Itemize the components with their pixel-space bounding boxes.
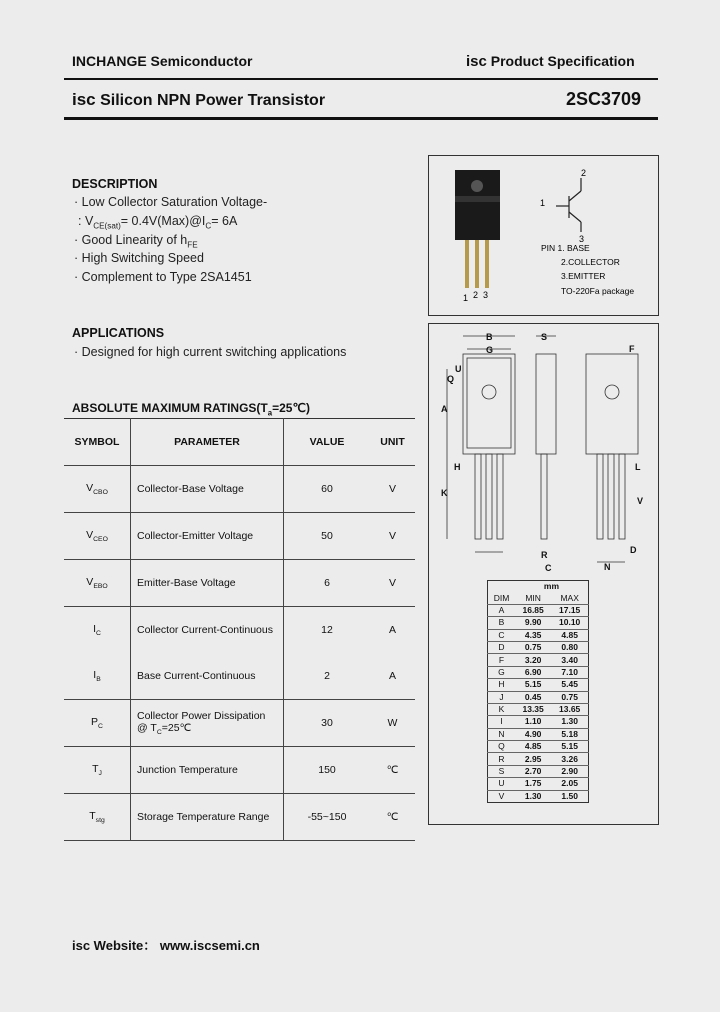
dim-row: [488, 604, 589, 616]
svg-text:U: U: [455, 364, 462, 374]
svg-text:3.EMITTER: 3.EMITTER: [561, 271, 606, 281]
unit-cell: A: [388, 624, 396, 636]
dimension-drawing: [429, 324, 658, 574]
dim-row: [488, 666, 589, 678]
description-item: · Complement to Type 2SA1451: [74, 270, 252, 284]
dim-min: 0.75: [515, 641, 551, 653]
dim-max: 0.75: [551, 691, 588, 703]
dim-letter: V: [488, 790, 515, 802]
dim-column-header: DIM: [493, 592, 510, 603]
dim-letter: J: [488, 691, 515, 703]
svg-text:K: K: [441, 488, 448, 498]
dim-letter: U: [488, 778, 515, 790]
footer-label: isc Website：: [72, 938, 157, 953]
svg-text:2.COLLECTOR: 2.COLLECTOR: [561, 257, 620, 267]
value-cell: 6: [284, 560, 371, 607]
svg-text:F: F: [629, 344, 635, 354]
dim-column-header: MAX: [560, 592, 579, 603]
dim-row: [488, 691, 589, 703]
table-row: [64, 466, 415, 513]
column-header: UNIT: [370, 419, 415, 466]
dim-row: [488, 654, 589, 666]
svg-text:3: 3: [483, 290, 489, 300]
dim-min: 4.90: [515, 728, 551, 740]
dim-min: 1.75: [515, 778, 551, 790]
value-cell: 2: [284, 653, 371, 700]
dim-letter: F: [488, 654, 515, 666]
dim-max: 1.50: [551, 790, 588, 802]
svg-text:L: L: [635, 462, 641, 472]
unit-cell: ℃: [370, 794, 415, 841]
dim-row: [488, 641, 589, 653]
footer: [72, 935, 260, 954]
table-row: [64, 747, 415, 794]
dim-letter: A: [488, 604, 515, 616]
svg-text:3: 3: [579, 234, 585, 244]
applications-item: · Designed for high current switching applications: [74, 345, 347, 359]
value-cell: 30: [284, 700, 371, 747]
table-row: [64, 794, 415, 841]
svg-text:V: V: [637, 496, 644, 506]
svg-text:2: 2: [581, 168, 587, 178]
dim-letter: S: [488, 765, 515, 777]
svg-text:1: 1: [463, 293, 469, 303]
dim-row: [488, 617, 589, 629]
dim-letter: C: [488, 629, 515, 641]
svg-text:H: H: [454, 462, 461, 472]
column-header: VALUE: [284, 419, 371, 466]
dim-max: 7.10: [551, 666, 588, 678]
dim-row: [488, 728, 589, 740]
dim-max: 2.05: [551, 778, 588, 790]
parameter-cell: Collector Current-Continuous: [131, 607, 284, 654]
dim-max: 4.85: [551, 629, 588, 641]
dim-min: 3.20: [515, 654, 551, 666]
svg-text:B: B: [486, 332, 493, 342]
dim-max: 0.80: [551, 641, 588, 653]
dim-max: 2.90: [551, 765, 588, 777]
table-row: [64, 700, 415, 747]
description-item: · Good Linearity of $h_{FE}$: [74, 233, 198, 250]
svg-text:D: D: [630, 545, 637, 555]
dim-min: 6.90: [515, 666, 551, 678]
dim-header-blank: [488, 581, 515, 593]
isc-logo-text: isc: [72, 90, 96, 109]
symbol-cell: $V_{CEO}$: [64, 513, 131, 560]
dim-letter: N: [488, 728, 515, 740]
dim-letter: H: [488, 679, 515, 691]
unit-cell: ℃: [370, 747, 415, 794]
dim-max: 5.18: [551, 728, 588, 740]
value-cell: 150: [284, 747, 371, 794]
unit-cell: V: [370, 466, 415, 513]
isc-logo-text: isc: [466, 53, 487, 70]
spec-heading: [466, 53, 635, 70]
dim-max: 17.15: [551, 604, 588, 616]
column-header: PARAMETER: [131, 419, 284, 466]
dim-max: 10.10: [551, 617, 588, 629]
parameter-cell: Junction Temperature: [131, 747, 284, 794]
symbol-cell: $T_{stg}$: [64, 794, 131, 841]
parameter-cell: Base Current-Continuous: [131, 653, 284, 700]
svg-text:PIN 1. BASE: PIN 1. BASE: [541, 243, 590, 253]
company-name: INCHANGE Semiconductor: [72, 53, 253, 69]
unit-cell: V: [370, 513, 415, 560]
dim-row: [488, 629, 589, 641]
table-row: [64, 653, 415, 700]
unit-cell: V: [370, 560, 415, 607]
dim-min: 1.30: [515, 790, 551, 802]
dim-row: [488, 790, 589, 802]
symbol-cell: $I_C$: [64, 607, 131, 654]
footer-url[interactable]: www.iscsemi.cn: [159, 938, 260, 953]
svg-text:G: G: [486, 345, 494, 355]
dim-min: 16.85: [515, 604, 551, 616]
parameter-cell: Storage Temperature Range: [131, 794, 284, 841]
svg-text:N: N: [604, 562, 611, 572]
dim-row: [488, 765, 589, 777]
dim-min: 9.90: [515, 617, 551, 629]
dim-row: [488, 741, 589, 753]
svg-text:S: S: [541, 332, 548, 342]
value-cell: 60: [284, 466, 371, 513]
svg-text:A: A: [441, 404, 448, 414]
dim-letter: K: [488, 703, 515, 715]
dim-min: 0.45: [515, 691, 551, 703]
parameter-cell: Collector-Base Voltage: [131, 466, 284, 513]
dim-row: [488, 716, 589, 728]
symbol-cell: $P_C$: [64, 700, 131, 747]
dim-row: [488, 679, 589, 691]
table-row: [64, 513, 415, 560]
column-header: SYMBOL: [64, 419, 131, 466]
product-name: Silicon NPN Power Transistor: [100, 92, 326, 109]
value-cell: -55~150: [284, 794, 371, 841]
dim-min: 2.70: [515, 765, 551, 777]
dim-min: 1.10: [515, 716, 551, 728]
dim-unit: mm: [543, 581, 560, 592]
symbol-cell: $I_B$: [64, 653, 131, 700]
dim-max: 1.30: [551, 716, 588, 728]
svg-text:TO-220Fa package: TO-220Fa package: [561, 286, 635, 296]
package-box: [428, 155, 659, 316]
header-rule: [64, 78, 658, 80]
dim-letter: D: [488, 641, 515, 653]
dim-row: [488, 703, 589, 715]
title-rule: [64, 117, 658, 120]
table-row: [64, 607, 415, 654]
svg-text:Q: Q: [447, 374, 455, 384]
dim-min: 13.35: [515, 703, 551, 715]
dim-min: 2.95: [515, 753, 551, 765]
symbol-cell: $T_J$: [64, 747, 131, 794]
dim-max: 3.26: [551, 753, 588, 765]
product-title: [72, 90, 325, 110]
dim-max: 3.40: [551, 654, 588, 666]
dim-letter: I: [488, 716, 515, 728]
svg-text:2: 2: [473, 290, 479, 300]
package-illustration: [429, 156, 658, 315]
unit-cell: A: [370, 653, 415, 700]
dim-letter: Q: [488, 741, 515, 753]
table-row: [64, 560, 415, 607]
dim-row: [488, 753, 589, 765]
symbol-cell: $V_{CBO}$: [64, 466, 131, 513]
parameter-cell: Emitter-Base Voltage: [131, 560, 284, 607]
dim-letter: R: [488, 753, 515, 765]
parameter-cell: Collector-Emitter Voltage: [131, 513, 284, 560]
unit-cell: W: [370, 700, 415, 747]
symbol-cell: $V_{EBO}$: [64, 560, 131, 607]
spec-label: Product Specification: [490, 53, 635, 69]
ratings-heading: ABSOLUTE MAXIMUM $RATINGS(T_a=25℃)$: [72, 401, 310, 418]
npn-symbol: [556, 178, 581, 232]
dim-min: 5.15: [515, 679, 551, 691]
description-item: : $V_{CE(sat)}=$ $0.4V(Max)@I_C= 6A$: [78, 214, 238, 231]
dim-min: 4.85: [515, 741, 551, 753]
part-number: 2SC3709: [566, 89, 642, 109]
applications-heading: APPLICATIONS: [72, 326, 165, 340]
svg-text:1: 1: [540, 198, 546, 208]
svg-text:R: R: [541, 550, 548, 560]
description-heading: DESCRIPTION: [72, 177, 158, 191]
dim-max: 13.65: [551, 703, 588, 715]
description-item: · Low Collector Saturation Voltage-: [74, 195, 268, 209]
description-item: · High Switching Speed: [74, 251, 204, 265]
dim-letter: B: [488, 617, 515, 629]
dimensions-table: [487, 580, 589, 803]
dim-min: 4.35: [515, 629, 551, 641]
dim-max: 5.15: [551, 741, 588, 753]
parameter-cell: Collector Power Dissipation @ $T_C=25℃$: [131, 700, 284, 747]
ratings-table: [64, 418, 415, 841]
dim-row: [488, 778, 589, 790]
svg-text:C: C: [545, 563, 552, 573]
dim-max: 5.45: [551, 679, 588, 691]
value-cell: 50: [284, 513, 371, 560]
value-cell: 12: [321, 624, 333, 636]
dim-letter: G: [488, 666, 515, 678]
dim-column-header: MIN: [525, 592, 541, 603]
